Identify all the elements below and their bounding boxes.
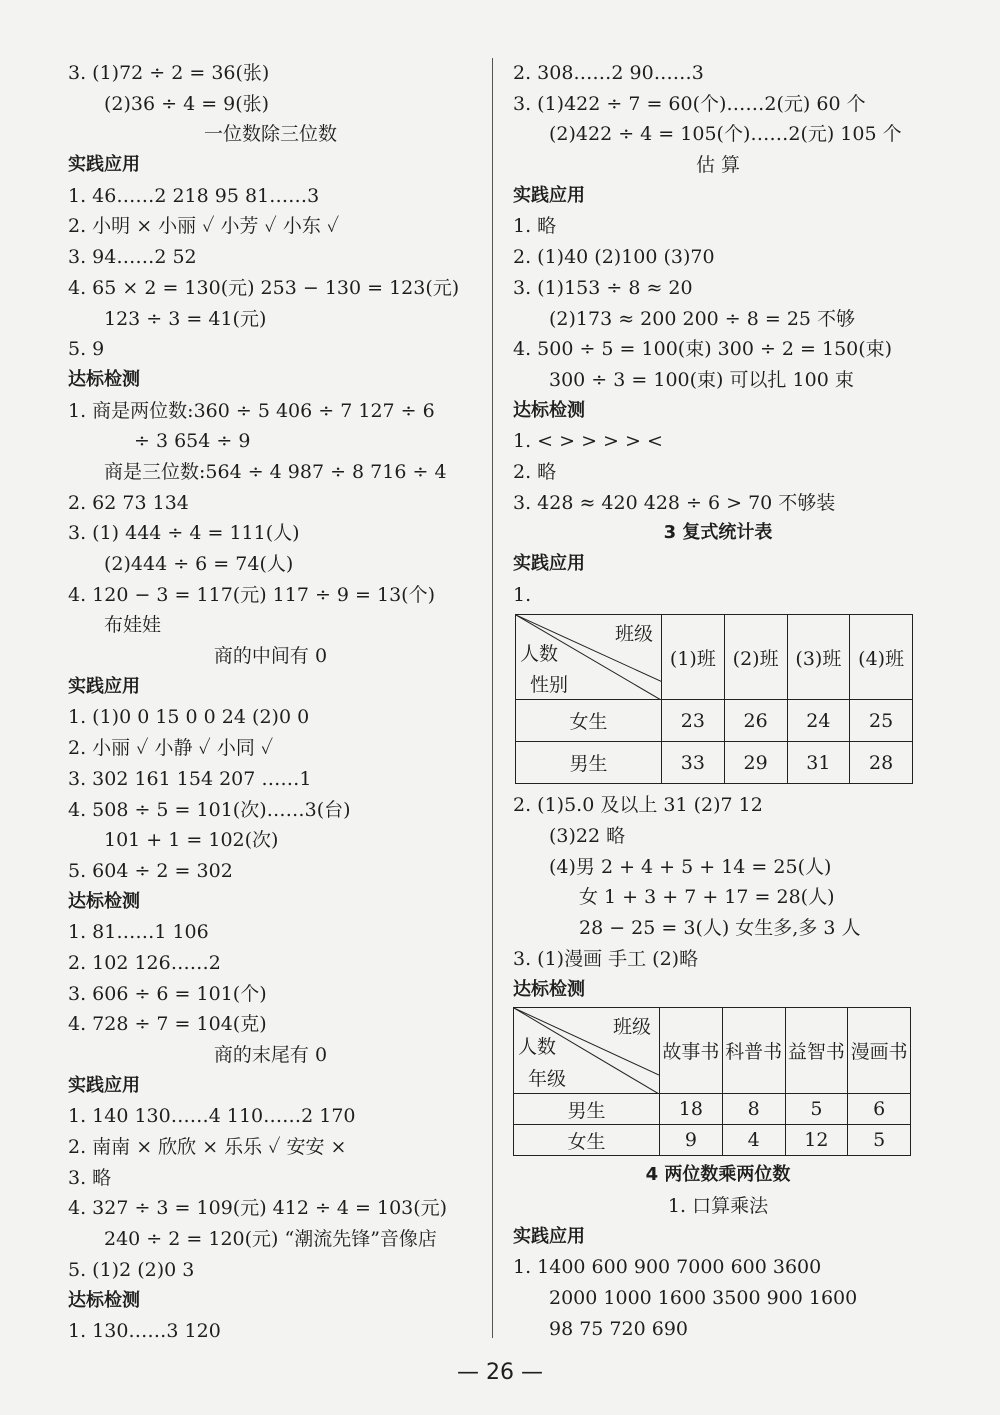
answer-line: 实践应用 [513,1225,585,1247]
column-header: 益智书 [785,1008,848,1094]
table-cell: 26 [724,700,787,742]
table-cell: 28 [850,742,913,784]
answer-line: (3)22 略 [549,825,626,848]
answer-line: 2. 小丽 ✓ 小静 ✓ 小同 ✓ [68,737,274,760]
answer-line: (2)173 ≈ 200 200 ÷ 8 = 25 不够 [549,307,856,330]
table-class-gender [515,614,913,784]
answer-line: 3. (1)153 ÷ 8 ≈ 20 [513,276,693,299]
row-label: 男生 [516,742,662,784]
answer-line: 3. (1)漫画 手工 (2)略 [513,947,699,970]
table-cell: 4 [722,1125,785,1156]
corner-top-label: 班级 [614,623,653,646]
column-header: (4)班 [850,615,913,700]
answer-line: 1. 81……1 106 [68,921,209,944]
answer-line: 布娃娃 [104,614,162,637]
answer-line: 达标检测 [68,1289,140,1311]
table-cell: 29 [724,742,787,784]
column-header: 故事书 [660,1008,723,1094]
table-cell: 5 [848,1125,911,1156]
answer-line: 3. 606 ÷ 6 = 101(个) [68,982,267,1005]
answer-line: 4. 508 ÷ 5 = 101(次)……3(台) [68,798,351,821]
table-cell: 31 [787,742,850,784]
table-cell: 6 [848,1094,911,1125]
answer-line: 1. 口算乘法 [667,1194,769,1217]
answer-line: 4 两位数乘两位数 [645,1164,791,1186]
answer-line: 98 75 720 690 [549,1317,689,1340]
answer-line: 5. (1)2 (2)0 3 [68,1258,195,1281]
corner-top-label: 班级 [612,1016,651,1039]
answer-line: 4. 728 ÷ 7 = 104(克) [68,1013,267,1036]
answer-line: 4. 65 × 2 = 130(元) 253 − 130 = 123(元) [68,276,460,299]
answer-line: (2)444 ÷ 6 = 74(人) [104,553,294,575]
answer-line: 估 算 [695,154,741,177]
answer-line: 2. (1)5.0 及以上 31 (2)7 12 [513,794,763,817]
table-cell: 12 [785,1125,848,1156]
answer-line: 3 复式统计表 [663,522,773,544]
right-column [513,58,923,1344]
table-cell: 5 [785,1094,848,1125]
corner-bottom-label: 性别 [530,674,569,697]
answer-line: 1. 46……2 218 95 81……3 [68,184,320,207]
answer-line: 1. 商是两位数:360 ÷ 5 406 ÷ 7 127 ÷ 6 [68,399,435,422]
answer-line: 1. 130……3 120 [68,1320,221,1343]
answer-line: 3. 302 161 154 207 ……1 [68,767,312,790]
answer-line: 300 ÷ 3 = 100(束) 可以扎 100 束 [549,368,854,391]
corner-bottom-label: 年级 [528,1068,567,1091]
answer-line: 实践应用 [68,675,140,697]
corner-mid-label: 人数 [518,1036,557,1059]
row-label: 男生 [514,1094,660,1125]
answer-line: (2)36 ÷ 4 = 9(张) [104,92,270,115]
answer-line: 240 ÷ 2 = 120(元) “潮流先锋”音像店 [104,1228,437,1251]
column-header: (2)班 [724,615,787,700]
table-book-types [513,1007,911,1156]
answer-line: 1. [513,583,532,606]
answer-line: 2. 小明 × 小丽 ✓ 小芳 ✓ 小东 ✓ [68,215,340,238]
answer-line: 商的末尾有 0 [213,1044,328,1066]
answer-line: 4. 500 ÷ 5 = 100(束) 300 ÷ 2 = 150(束) [513,338,893,361]
table-cell: 25 [850,700,913,742]
corner-mid-label: 人数 [520,643,559,666]
answer-line: 3. (1)422 ÷ 7 = 60(个)……2(元) 60 个 [513,92,866,115]
answer-line: 女 1 + 3 + 7 + 17 = 28(人) [579,886,835,909]
answer-line: 2. 南南 × 欣欣 × 乐乐 ✓ 安安 × [68,1136,347,1159]
column-header: 科普书 [722,1008,785,1094]
answer-line: 达标检测 [68,890,140,912]
answer-line: ÷ 3 654 ÷ 9 [134,430,251,453]
answer-line: 4. 327 ÷ 3 = 109(元) 412 ÷ 4 = 103(元) [68,1197,448,1220]
table-corner-header [514,1008,660,1094]
table-cell: 8 [722,1094,785,1125]
answer-line: 28 − 25 = 3(人) 女生多,多 3 人 [579,917,861,940]
table-cell: 18 [660,1094,723,1125]
answer-line: 2. 308……2 90……3 [513,62,704,84]
row-label: 女生 [516,700,662,742]
answer-line: 1. < > > > > < [513,430,663,453]
column-divider [492,58,493,1338]
answer-line: 3. 94……2 52 [68,246,197,269]
answer-line: 实践应用 [513,553,585,574]
table-row [516,742,913,784]
answer-line: 实践应用 [513,184,585,206]
right-middle-section [513,790,923,1005]
answer-line: 2. 102 126……2 [68,951,221,974]
answer-line: 2000 1000 1600 3500 900 1600 [549,1286,858,1309]
answer-line: 3. 428 ≈ 420 428 ÷ 6 > 70 不够装 [513,491,836,514]
answer-line: 5. 604 ÷ 2 = 302 [68,859,233,882]
answer-line: 达标检测 [68,368,140,390]
answer-line: 1. 1400 600 900 7000 600 3600 [513,1256,822,1279]
answer-line: 实践应用 [68,1074,140,1096]
answer-line: 1. 140 130……4 110……2 170 [68,1105,356,1128]
answer-line: 实践应用 [68,154,140,176]
table-corner-header [516,615,662,700]
answer-line: 商是三位数:564 ÷ 4 987 ÷ 8 716 ÷ 4 [104,460,447,483]
answer-line: 2. 62 73 134 [68,491,189,514]
left-column [68,58,473,1347]
answer-line: 3. (1) 444 ÷ 4 = 111(人) [68,522,300,545]
answer-line: 一位数除三位数 [203,123,337,146]
page-number: — 26 — [457,1360,543,1385]
answer-line: 3. 略 [68,1166,112,1189]
right-bottom-section [513,1160,923,1344]
answer-line: 4. 120 − 3 = 117(元) 117 ÷ 9 = 13(个) [68,583,436,606]
answer-line: (4)男 2 + 4 + 5 + 14 = 25(人) [549,855,832,878]
row-label: 女生 [514,1125,660,1156]
answer-line: 2. (1)40 (2)100 (3)70 [513,246,715,269]
answer-line: 5. 9 [68,338,105,361]
answer-line: 达标检测 [513,978,585,1000]
column-header: (3)班 [787,615,850,700]
table-cell: 33 [662,742,725,784]
answer-line: 101 + 1 = 102(次) [104,829,279,852]
answer-line: 1. 略 [513,215,557,238]
table-cell: 24 [787,700,850,742]
answer-line: (2)422 ÷ 4 = 105(个)……2(元) 105 个 [549,123,902,146]
answer-line: 商的中间有 0 [213,645,328,668]
answer-line: 2. 略 [513,460,557,483]
answer-line: 3. (1)72 ÷ 2 = 36(张) [68,62,270,84]
table-row [514,1094,911,1125]
table-row [516,700,913,742]
table-cell: 23 [662,700,725,742]
answer-line: 1. (1)0 0 15 0 0 24 (2)0 0 [68,706,310,729]
answer-line: 123 ÷ 3 = 41(元) [104,307,267,330]
column-header: 漫画书 [848,1008,911,1094]
table-row [514,1125,911,1156]
answer-line: 达标检测 [513,399,585,421]
table-cell: 9 [660,1125,723,1156]
column-header: (1)班 [662,615,725,700]
right-top-section [513,58,923,610]
